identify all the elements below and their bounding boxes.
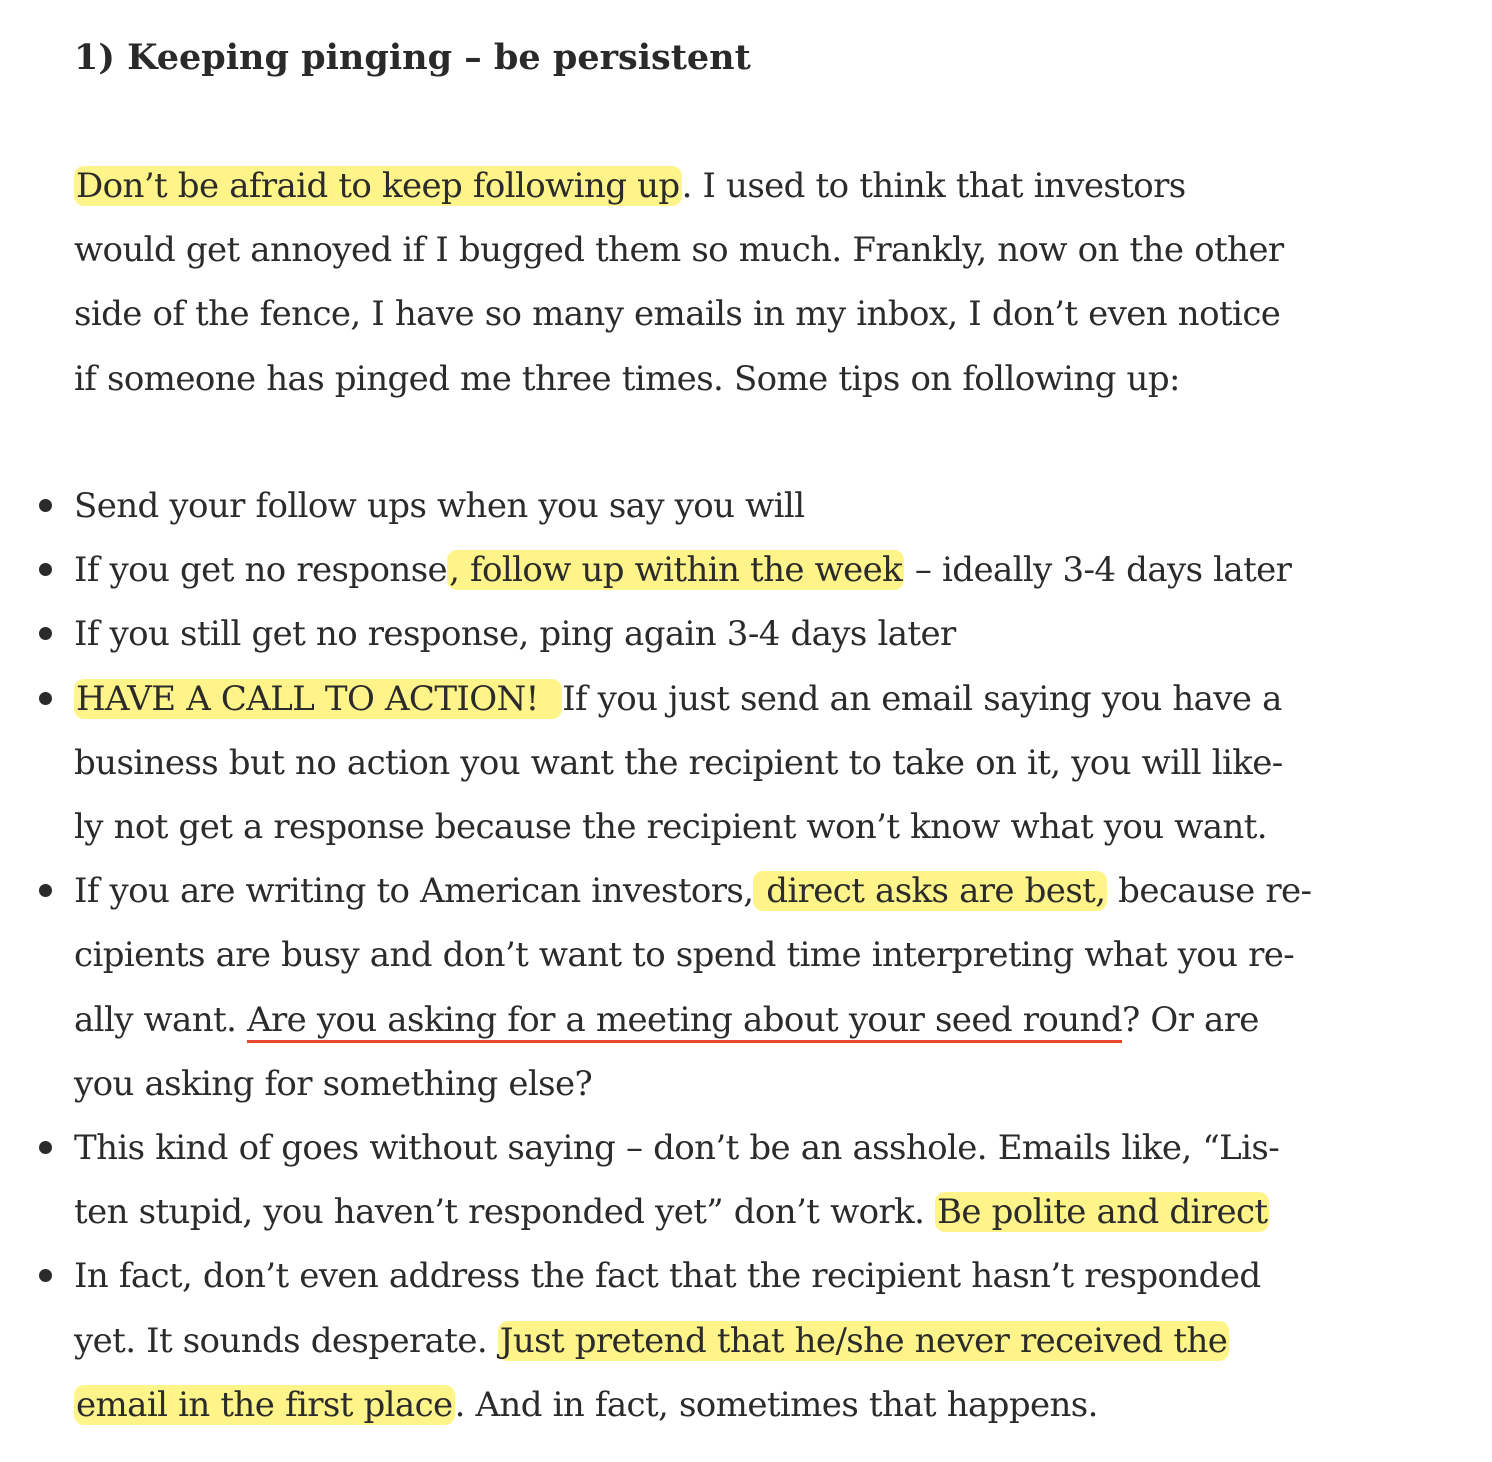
list-item-text: Send your follow ups when you say you will bbox=[74, 486, 805, 526]
list-item-text: ly not get a response because the recipient won’t know what you want. bbox=[74, 807, 1267, 848]
intro-line: would get annoyed if I bugged them so much. Frankly, now on the other bbox=[74, 230, 1284, 271]
list-item-text: If you get no response bbox=[74, 550, 448, 591]
list-item-text: ally want. bbox=[74, 999, 247, 1040]
list-item bbox=[74, 859, 1478, 1116]
list-item-line bbox=[74, 538, 1478, 602]
highlighted-text: direct asks are best, bbox=[755, 871, 1106, 912]
underlined-text: Are you asking for a meeting about your seed round bbox=[246, 999, 1123, 1040]
list-item-text: – ideally 3-4 days later bbox=[904, 550, 1292, 591]
list-item-line bbox=[74, 1309, 1478, 1373]
tips-list bbox=[0, 474, 1478, 1437]
list-item-text: If you are writing to American investors, bbox=[74, 871, 754, 912]
list-item bbox=[74, 1116, 1478, 1244]
list-item-line bbox=[74, 988, 1478, 1052]
intro-paragraph bbox=[74, 154, 1404, 411]
list-item-text: ? Or are bbox=[1122, 999, 1259, 1040]
bullet-icon bbox=[39, 1269, 52, 1282]
list-item-text: If you just send an email saying you have a bbox=[562, 678, 1282, 719]
list-item-line bbox=[74, 1180, 1478, 1244]
intro-line: if someone has pinged me three times. Some tips on following up: bbox=[74, 358, 1180, 399]
intro-line bbox=[74, 154, 1404, 218]
bullet-icon bbox=[39, 627, 52, 640]
list-item-text: cipients are busy and don’t want to spend time interpreting what you re- bbox=[74, 935, 1295, 976]
bullet-icon bbox=[39, 1141, 52, 1154]
list-item bbox=[74, 602, 1478, 666]
list-item-line bbox=[74, 667, 1478, 731]
highlighted-text: , follow up within the week bbox=[449, 550, 903, 591]
list-item bbox=[74, 538, 1478, 602]
bullet-icon bbox=[39, 499, 52, 512]
bullet-icon bbox=[39, 884, 52, 897]
list-item-text: you asking for something else? bbox=[74, 1063, 593, 1104]
highlighted-text: HAVE A CALL TO ACTION! bbox=[76, 678, 561, 719]
bullet-icon bbox=[39, 692, 52, 705]
list-item-text: If you still get no response, ping again 3-4 days later bbox=[74, 614, 956, 655]
list-item-text: . And in fact, sometimes that happens. bbox=[454, 1384, 1098, 1425]
list-item bbox=[74, 1244, 1478, 1437]
highlighted-text: Be polite and direct bbox=[937, 1192, 1268, 1233]
highlighted-text: Just pretend that he/she never received the bbox=[499, 1320, 1228, 1361]
highlighted-text: email in the first place bbox=[76, 1384, 453, 1425]
list-item bbox=[74, 667, 1478, 860]
list-item-text: because re- bbox=[1107, 871, 1312, 912]
list-item-text: yet. It sounds desperate. bbox=[74, 1320, 498, 1361]
list-item-text: ten stupid, you haven’t responded yet” don’t work. bbox=[74, 1192, 936, 1233]
list-item-line bbox=[74, 859, 1478, 923]
paragraph-text: . I used to think that investors bbox=[681, 166, 1186, 206]
intro-line: side of the fence, I have so many emails in my inbox, I don’t even notice bbox=[74, 294, 1281, 335]
list-item bbox=[74, 474, 1478, 538]
list-item-line bbox=[74, 1373, 1478, 1437]
list-item-text: This kind of goes without saying – don’t be an asshole. Emails like, “Lis- bbox=[74, 1128, 1280, 1169]
list-item-text: In fact, don’t even address the fact that the recipient hasn’t responded bbox=[74, 1256, 1261, 1297]
list-item-text: business but no action you want the recipient to take on it, you will like- bbox=[74, 742, 1283, 783]
bullet-icon bbox=[39, 563, 52, 576]
section-heading: 1) Keeping pinging – be persistent bbox=[74, 37, 751, 78]
highlighted-text: Don’t be afraid to keep following up bbox=[76, 166, 680, 206]
